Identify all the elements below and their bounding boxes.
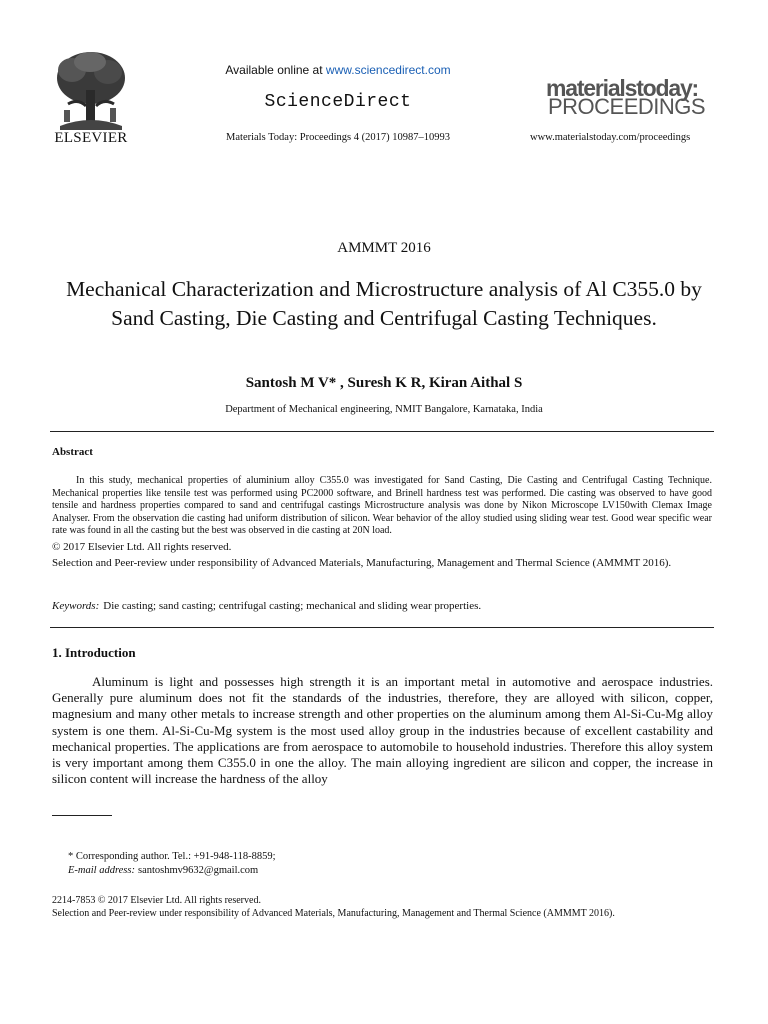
corresponding-author-note: * Corresponding author. Tel.: +91-948-118-8859; [68, 851, 276, 862]
materialstoday-logo-bottom: PROCEEDINGS [548, 94, 706, 119]
platform-name: ScienceDirect [264, 92, 412, 112]
materialstoday-logo-top: materialstoday: [546, 75, 699, 101]
paper-title: Mechanical Characterization and Microstructure analysis of Al C355.0 by Sand Casting, Die Casting and Centrifugal Casting Techniques. [66, 277, 702, 330]
copyright-line: © 2017 Elsevier Ltd. All rights reserved. [52, 541, 232, 553]
email-label: E-mail address: [68, 865, 135, 876]
publisher-wordmark: ELSEVIER [54, 130, 128, 146]
abstract-body: In this study, mechanical properties of aluminium alloy C355.0 was investigated for Sand Casting, Die Casting and Centrifugal Casting Technique. Mechanical properties like tensile test was performed using PC2000 software, and Brinell hardness test was performed. Die casting was observed to have good tensile and hardness properties compared to sand and centrifugal castings Microstructure analysis was done by Nikon Microscope LV150with Clemax Image Analyser. From the observation die casting had uniform distribution of silicon. Wear behavior of the alloy studied using sliding wear test. Good wear specific wear rate was found in all the casting but the best was observed in die casting at 20N load. [52, 475, 712, 537]
availability-line [140, 63, 536, 77]
introduction-body: Aluminum is light and possesses high strength it is an important metal in automotive and aerospace industries. Generally pure aluminum does not fit the standards of the industries, therefore, they are alloyed with silicon, copper, magnesium and many other metals to increase strength and other properties on the aluminum among them Al-Si-Cu-Mg alloy system is one them. Al-Si-Cu-Mg system is the most used alloy group in the industries because of excellent castability and mechanical properties. The applications are from aerospace to automobile to household industries. Therefore this alloy system is very important among them C355.0 in one the alloy. The main alloying ingredient are silicon and copper, the increase in silicon content will increase the hardness of the alloy [52, 674, 713, 787]
journal-reference: Materials Today: Proceedings 4 (2017) 10987–10993 [226, 132, 450, 143]
email-note [68, 865, 258, 876]
issn-line: 2214-7853 © 2017 Elsevier Ltd. All rights reserved. [52, 895, 261, 906]
footnote-divider [52, 815, 112, 816]
conference-name: AMMMT 2016 [337, 240, 431, 256]
abstract-heading: Abstract [52, 446, 93, 458]
divider-top [50, 431, 714, 432]
keywords-text: Die casting; sand casting; centrifugal casting; mechanical and sliding wear properties. [103, 600, 482, 612]
affiliation: Department of Mechanical engineering, NMIT Bangalore, Karnataka, India [225, 404, 543, 415]
email-address[interactable]: santoshmv9632@gmail.com [137, 865, 259, 876]
sciencedirect-link[interactable]: www.sciencedirect.com [325, 63, 451, 77]
section-heading-introduction: 1. Introduction [52, 645, 136, 660]
author-list: Santosh M V* , Suresh K R, Kiran Aithal S [245, 375, 523, 391]
divider-bottom [50, 627, 714, 628]
journal-url[interactable]: www.materialstoday.com/proceedings [530, 132, 691, 143]
peer-review-note: Selection and Peer-review under responsibility of Advanced Materials, Manufacturing, Management and Thermal Science (AMMMT 2016). [52, 557, 672, 569]
available-prefix: Available online at [225, 63, 323, 77]
keywords-label: Keywords: [52, 600, 100, 612]
footer-peer-review: Selection and Peer-review under responsibility of Advanced Materials, Manufacturing, Management and Thermal Science (AMMMT 2016). [52, 908, 615, 919]
keywords-line [52, 600, 481, 612]
